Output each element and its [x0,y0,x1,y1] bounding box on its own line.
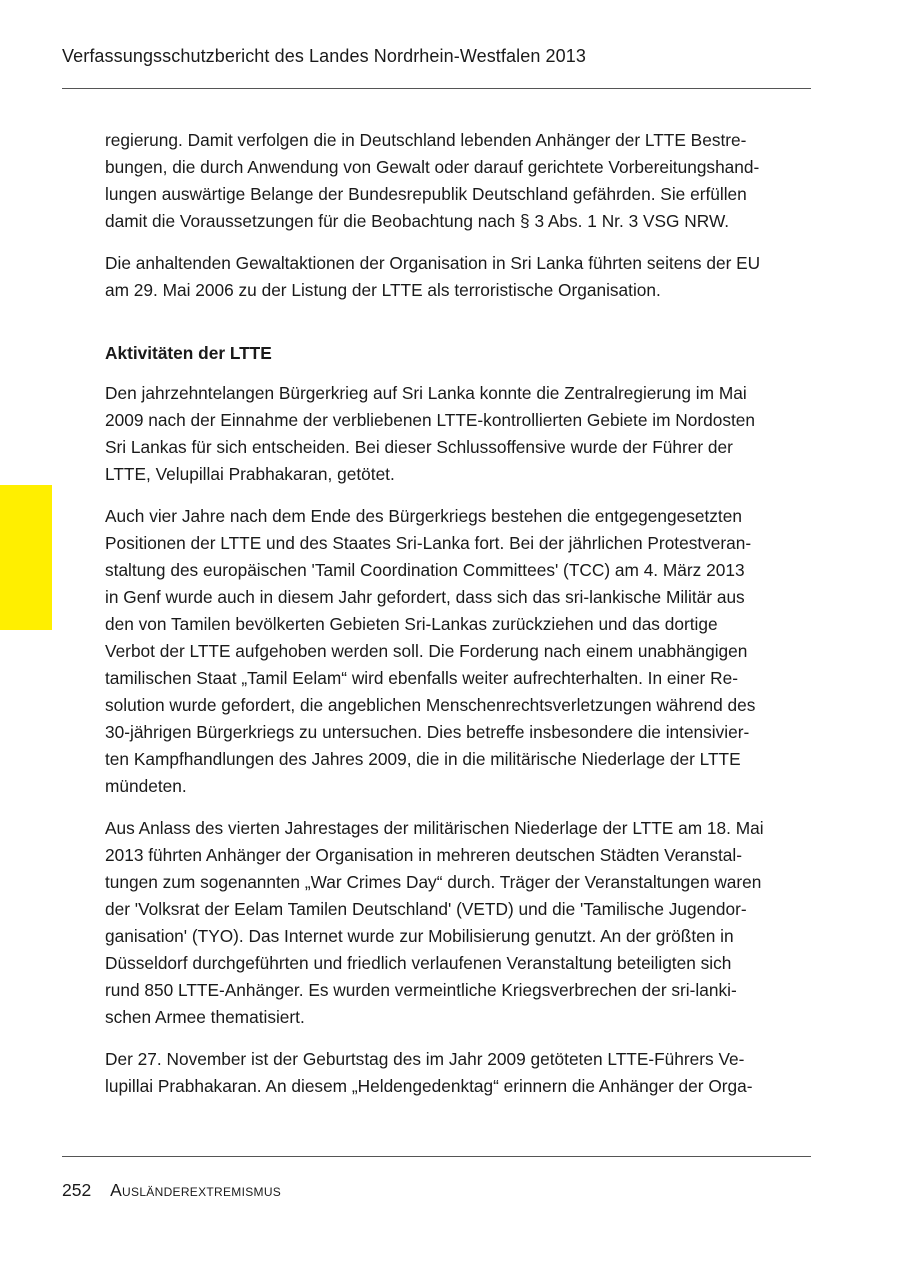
footer-divider [62,1156,811,1157]
text-line: bungen, die durch Anwendung von Gewalt oder darauf gerichtete Vorbereitungshand- [105,157,760,177]
footer-section-title: Ausländerextremismus [110,1180,282,1200]
text-line: 2013 führten Anhänger der Organisation in mehreren deutschen Städten Veranstal- [105,845,742,865]
text-line: in Genf wurde auch in diesem Jahr gefordert, dass sich das sri-lankische Militär aus [105,587,745,607]
paragraph-2 [105,250,807,304]
paragraph-6 [105,1046,807,1100]
running-header-title: Verfassungsschutzbericht des Landes Nordrhein-Westfalen 2013 [62,46,586,66]
text-line: 2009 nach der Einnahme der verbliebenen LTTE-kontrollierten Gebiete im Nordosten [105,410,756,430]
text-line: ten Kampfhandlungen des Jahres 2009, die in die militärische Niederlage der LTTE [105,749,741,769]
text-line: Aus Anlass des vierten Jahrestages der militärischen Niederlage der LTTE am 18. Mai [105,818,764,838]
text-line: LTTE, Velupillai Prabhakaran, getötet. [105,464,395,484]
text-line: am 29. Mai 2006 zu der Listung der LTTE als terroristische Organisation. [105,280,661,300]
text-line: Der 27. November ist der Geburtstag des im Jahr 2009 getöteten LTTE-Führers Ve- [105,1049,745,1069]
text-line: Die anhaltenden Gewaltaktionen der Organisation in Sri Lanka führten seitens der EU [105,253,761,273]
text-line: solution wurde gefordert, die angeblichen Menschenrechtsverletzungen während des [105,695,756,715]
header-divider [62,88,811,89]
text-line: Positionen der LTTE und des Staates Sri-Lanka fort. Bei der jährlichen Protestveran- [105,533,752,553]
chapter-marker-tab [0,485,52,630]
text-line: tungen zum sogenannten „War Crimes Day“ durch. Träger der Veranstaltungen waren [105,872,762,892]
text-line: Auch vier Jahre nach dem Ende des Bürgerkriegs bestehen die entgegengesetzten [105,506,742,526]
text-line: Verbot der LTTE aufgehoben werden soll. Die Forderung nach einem unabhängigen [105,641,748,661]
text-line: mündeten. [105,776,187,796]
text-line: tamilischen Staat „Tamil Eelam“ wird ebenfalls weiter aufrechterhalten. In einer Re- [105,668,738,688]
text-line: lupillai Prabhakaran. An diesem „Heldengedenktag“ erinnern die Anhänger der Orga- [105,1076,753,1096]
text-line: der 'Volksrat der Eelam Tamilen Deutschland' (VETD) und die 'Tamilische Jugendor- [105,899,747,919]
text-line: schen Armee thematisiert. [105,1007,305,1027]
page-body [105,127,807,1115]
paragraph-5 [105,815,807,1031]
paragraph-4 [105,503,807,800]
text-line: regierung. Damit verfolgen die in Deutschland lebenden Anhänger der LTTE Bestre- [105,130,747,150]
text-line: Sri Lankas für sich entscheiden. Bei dieser Schlussoffensive wurde der Führer der [105,437,733,457]
text-line: Den jahrzehntelangen Bürgerkrieg auf Sri Lanka konnte die Zentralregierung im Mai [105,383,747,403]
section-heading: Aktivitäten der LTTE [105,343,272,363]
text-line: ganisation' (TYO). Das Internet wurde zur Mobilisierung genutzt. An der größten in [105,926,734,946]
page-number: 252 [62,1180,92,1200]
text-line: Düsseldorf durchgeführten und friedlich verlaufenen Veranstaltung beteiligten sich [105,953,732,973]
text-line: damit die Voraussetzungen für die Beobachtung nach § 3 Abs. 1 Nr. 3 VSG NRW. [105,211,730,231]
page-footer [62,1180,281,1201]
text-line: den von Tamilen bevölkerten Gebieten Sri-Lankas zurückziehen und das dortige [105,614,718,634]
paragraph-3 [105,380,807,488]
text-line: rund 850 LTTE-Anhänger. Es wurden vermeintliche Kriegsverbrechen der sri-lanki- [105,980,737,1000]
text-line: staltung des europäischen 'Tamil Coordination Committees' (TCC) am 4. März 2013 [105,560,745,580]
text-line: 30-jährigen Bürgerkriegs zu untersuchen. Dies betreffe insbesondere die intensivier- [105,722,750,742]
text-line: lungen auswärtige Belange der Bundesrepublik Deutschland gefährden. Sie erfüllen [105,184,747,204]
paragraph-1 [105,127,807,235]
